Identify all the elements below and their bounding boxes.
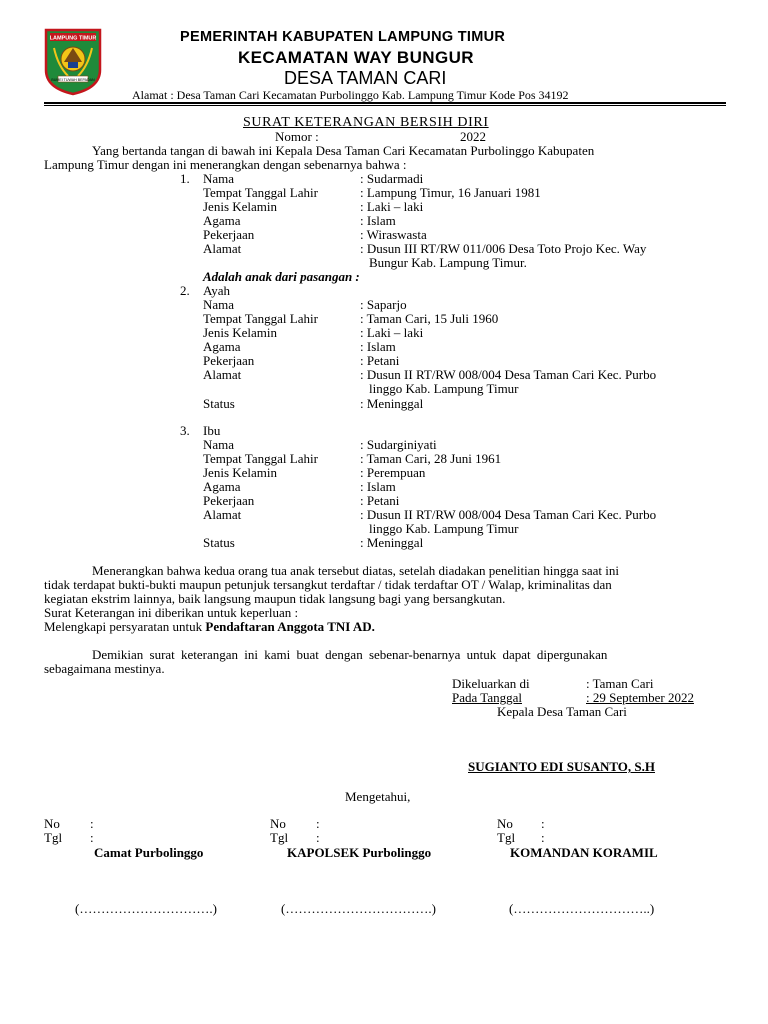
date-value: : 29 September 2022 [586,690,694,705]
issued-value: : Taman Cari [586,676,654,691]
label-alamat: Alamat [203,241,242,256]
label-ttl: Tempat Tanggal Lahir [203,185,318,200]
no-colon: : [90,816,94,831]
statement-line-2: tidak terdapat bukti-bukti maupun petunjuk tersangkut terdaftar / tidak terdaftar OT / Walap, kriminalitas dan [44,577,612,592]
statement-line-3: kegiatan ekstrim lainnya, baik langsung maupun tidak langsung bagi yang bersangkutan. [44,591,506,606]
header-village: DESA TAMAN CARI [284,68,447,88]
label-ttl: Tempat Tanggal Lahir [203,311,318,326]
signatory-kapolsek: KAPOLSEK Purbolinggo [287,845,432,860]
value-ttl: : Lampung Timur, 16 Januari 1981 [360,185,541,200]
label-alamat: Alamat [203,507,242,522]
label-ttl: Tempat Tanggal Lahir [203,451,318,466]
acknowledged-label: Mengetahui, [345,789,411,804]
no-label: No [44,816,60,831]
nomor-label: Nomor : [275,129,319,144]
signer-name: SUGIANTO EDI SUSANTO, S.H [468,759,655,774]
intro-line-1: Yang bertanda tangan di bawah ini Kepala Desa Taman Cari Kecamatan Purbolinggo Kabupaten [92,143,595,158]
signature-blank-camat: (………………………….) [75,901,217,916]
no-label: No [270,816,286,831]
father-ttl: : Taman Cari, 15 Juli 1960 [360,311,499,326]
tgl-colon: : [316,830,320,845]
father-status: : Meninggal [360,396,424,411]
person-number: 1. [180,171,190,186]
label-agama: Agama [203,339,241,354]
label-pekerjaan: Pekerjaan [203,227,255,242]
intro-line-2: Lampung Timur dengan ini menerangkan dengan sebenarnya bahwa : [44,157,407,172]
logo-motto-text: BUMEI TUWAH BEPADAN [51,77,95,82]
father-jenis-kelamin: : Laki – laki [360,325,424,340]
father-agama: : Islam [360,339,396,354]
issued-label: Dikeluarkan di [452,676,530,691]
signature-blank-kapolsek: (…………………………….) [281,901,436,916]
closing-line-2: sebagaimana mestinya. [44,661,165,676]
signatory-camat: Camat Purbolinggo [94,845,204,860]
mother-role: Ibu [203,423,221,438]
statement-line-1: Menerangkan bahwa kedua orang tua anak tersebut diatas, setelah diadakan penelitian hingga saat ini [92,563,620,578]
father-nama: : Saparjo [360,297,407,312]
header-rule-thin [44,105,726,106]
no-colon: : [541,816,545,831]
purpose-line [44,619,375,635]
label-jenis-kelamin: Jenis Kelamin [203,199,278,214]
tgl-label: Tgl [270,830,289,845]
label-agama: Agama [203,479,241,494]
label-jenis-kelamin: Jenis Kelamin [203,325,278,340]
date-label: Pada Tanggal [452,690,522,705]
value-alamat-line-2: Bungur Kab. Lampung Timur. [369,255,527,270]
mother-nama: : Sudarginiyati [360,437,437,452]
value-jenis-kelamin: : Laki – laki [360,199,424,214]
mother-alamat-line-1: : Dusun II RT/RW 008/004 Desa Taman Cari Kec. Purbo [360,507,657,522]
label-nama: Nama [203,171,235,186]
label-agama: Agama [203,213,241,228]
header-rule-thick [44,102,726,104]
header-address: Alamat : Desa Taman Cari Kecamatan Purbolinggo Kab. Lampung Timur Kode Pos 34192 [132,88,569,102]
label-status: Status [203,396,235,411]
tgl-colon: : [541,830,545,845]
label-nama: Nama [203,437,235,452]
father-role: Ayah [203,283,230,298]
father-pekerjaan: : Petani [360,353,400,368]
mother-agama: : Islam [360,479,396,494]
purpose-label: Surat Keterangan ini diberikan untuk keperluan : [44,605,299,620]
label-nama: Nama [203,297,235,312]
mother-pekerjaan: : Petani [360,493,400,508]
father-number: 2. [180,283,190,298]
value-alamat-line-1: : Dusun III RT/RW 011/006 Desa Toto Projo Kec. Way [360,241,647,256]
mother-ttl: : Taman Cari, 28 Juni 1961 [360,451,502,466]
signatory-koramil: KOMANDAN KORAMIL [510,845,658,860]
tgl-label: Tgl [497,830,516,845]
no-colon: : [316,816,320,831]
mother-alamat-line-2: linggo Kab. Lampung Timur [369,521,519,536]
value-nama: : Sudarmadi [360,171,424,186]
father-alamat-line-2: linggo Kab. Lampung Timur [369,381,519,396]
label-pekerjaan: Pekerjaan [203,353,255,368]
lampung-timur-emblem [44,26,102,96]
document-title: SURAT KETERANGAN BERSIH DIRI [243,115,489,130]
mother-jenis-kelamin: : Perempuan [360,465,426,480]
closing-line-1: Demikian surat keterangan ini kami buat dengan sebenar-benarnya untuk dapat dipergunakan [92,647,608,662]
mother-number: 3. [180,423,190,438]
value-agama: : Islam [360,213,396,228]
tgl-label: Tgl [44,830,63,845]
signature-blank-koramil: (…………………………..) [509,901,655,916]
no-label: No [497,816,513,831]
logo-banner-text: LAMPUNG TIMUR [49,35,97,42]
label-pekerjaan: Pekerjaan [203,493,255,508]
label-alamat: Alamat [203,367,242,382]
purpose-bold: Pendaftaran Anggota TNI AD. [205,619,375,634]
header-district: KECAMATAN WAY BUNGUR [238,48,474,67]
header-government: PEMERINTAH KABUPATEN LAMPUNG TIMUR [180,29,506,45]
mother-status: : Meninggal [360,535,424,550]
parents-heading: Adalah anak dari pasangan : [203,269,360,284]
label-jenis-kelamin: Jenis Kelamin [203,465,278,480]
value-pekerjaan: : Wiraswasta [360,227,427,242]
signer-title: Kepala Desa Taman Cari [497,704,627,719]
nomor-year: 2022 [460,129,486,144]
tgl-colon: : [90,830,94,845]
purpose-prefix: Melengkapi persyaratan untuk [44,619,206,634]
label-status: Status [203,535,235,550]
father-alamat-line-1: : Dusun II RT/RW 008/004 Desa Taman Cari Kec. Purbo [360,367,657,382]
